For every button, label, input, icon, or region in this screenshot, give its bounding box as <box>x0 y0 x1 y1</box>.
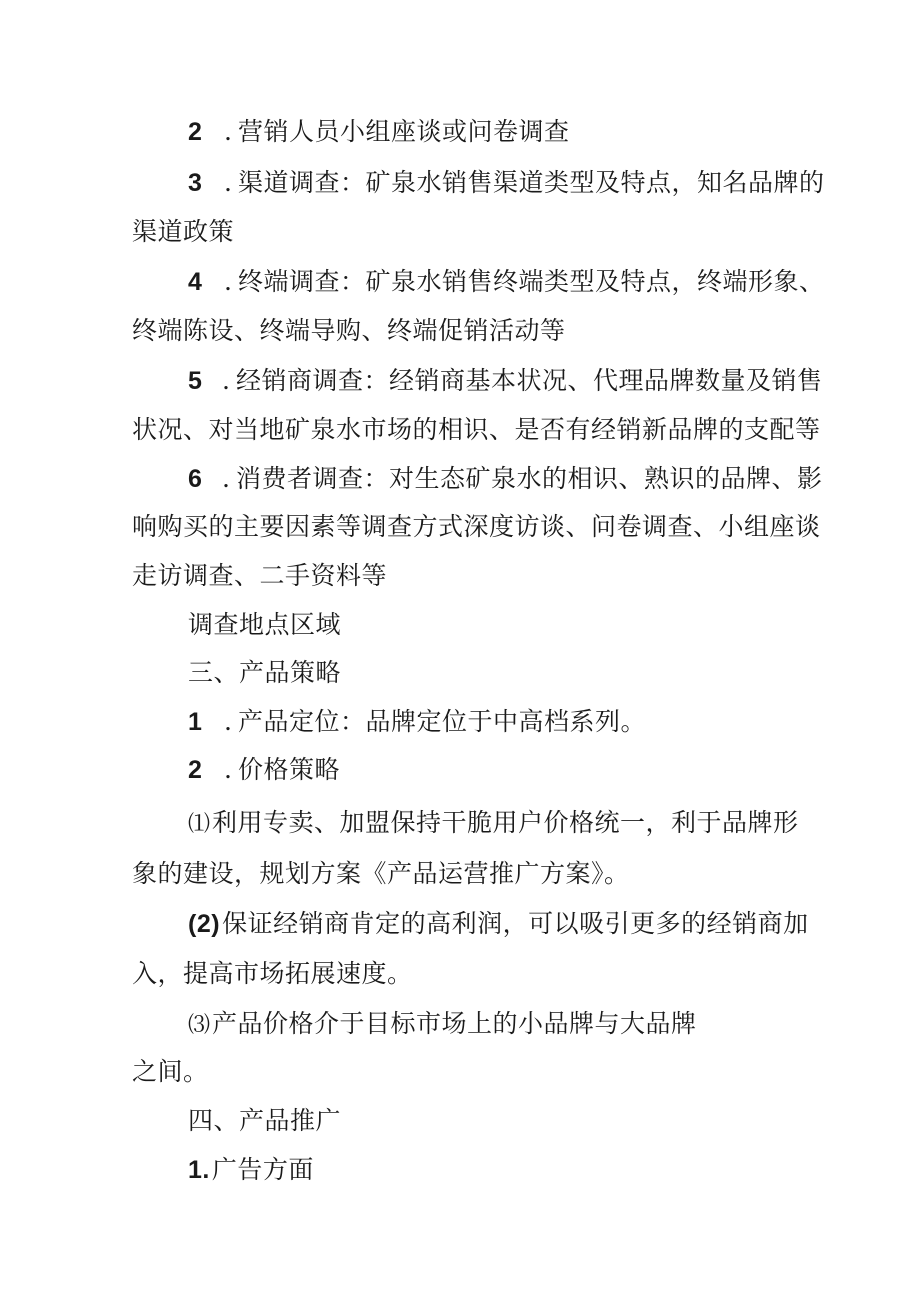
point-text: 保证经销商肯定的高利润，可以吸引更多的经销商加 <box>222 909 809 938</box>
list-item-4-continuation: 终端陈设、终端导购、终端促销活动等 <box>132 316 566 345</box>
price-point-1-continuation: 象的建设，规划方案《产品运营推广方案》。 <box>132 859 630 888</box>
item-text: 经销商调查：经销商基本状况、代理品牌数量及销售 <box>236 366 823 395</box>
list-item-6-continuation: 响购买的主要因素等调查方式深度访谈、问卷调查、小组座谈 <box>132 512 821 541</box>
point-text: 利用专卖、加盟保持干脆用户价格统一，利于品牌形 <box>212 808 799 837</box>
product-item-2 <box>0 750 920 790</box>
point-text: 产品价格介于目标市场上的小品牌与大品牌 <box>212 1009 697 1038</box>
section-4-heading: 四、产品推广 <box>188 1106 342 1135</box>
section-3-heading: 三、产品策略 <box>188 658 342 687</box>
item-text: 价格策略 <box>238 755 341 784</box>
item-text: 产品定位：品牌定位于中高档系列。 <box>238 707 647 736</box>
item-number: 1. <box>188 1156 210 1184</box>
list-item-6-continuation: 走访调查、二手资料等 <box>132 561 388 590</box>
list-item-2 <box>0 112 920 152</box>
point-marker: ⑴ <box>188 812 211 837</box>
item-separator: . <box>224 168 233 197</box>
item-separator: . <box>224 117 233 146</box>
item-text: 广告方面 <box>211 1155 314 1184</box>
price-point-3-continuation: 之间。 <box>132 1057 209 1086</box>
survey-area-heading: 调查地点区域 <box>188 610 342 639</box>
point-marker: ⑶ <box>188 1013 211 1038</box>
list-item-3-continuation: 渠道政策 <box>132 217 235 246</box>
item-separator: . <box>224 267 233 296</box>
item-number: 2 <box>188 118 203 146</box>
price-point-2 <box>0 904 920 944</box>
item-separator: . <box>222 464 231 493</box>
product-item-1 <box>0 702 920 742</box>
price-point-1 <box>0 803 920 843</box>
price-point-3 <box>0 1004 920 1044</box>
item-separator: . <box>222 366 231 395</box>
item-separator: . <box>224 755 233 784</box>
item-number: 3 <box>188 169 203 197</box>
item-separator: . <box>224 707 233 736</box>
list-item-5 <box>0 361 920 401</box>
list-item-5-continuation: 状况、对当地矿泉水市场的相识、是否有经销新品牌的支配等 <box>132 415 821 444</box>
item-number: 1 <box>188 708 203 736</box>
item-text: 终端调查：矿泉水销售终端类型及特点，终端形象、 <box>238 267 825 296</box>
item-text: 营销人员小组座谈或问卷调查 <box>238 117 570 146</box>
promo-item-1 <box>0 1150 920 1190</box>
point-marker: (2) <box>188 910 221 938</box>
list-item-3 <box>0 163 920 203</box>
item-text: 渠道调查：矿泉水销售渠道类型及特点，知名品牌的 <box>238 168 825 197</box>
item-number: 4 <box>188 268 203 296</box>
price-point-2-continuation: 入，提高市场拓展速度。 <box>132 959 413 988</box>
item-text: 消费者调查：对生态矿泉水的相识、熟识的品牌、影 <box>236 464 823 493</box>
item-number: 5 <box>188 367 203 395</box>
item-number: 6 <box>188 465 203 493</box>
list-item-6 <box>0 459 920 499</box>
list-item-4 <box>0 262 920 302</box>
item-number: 2 <box>188 756 203 784</box>
